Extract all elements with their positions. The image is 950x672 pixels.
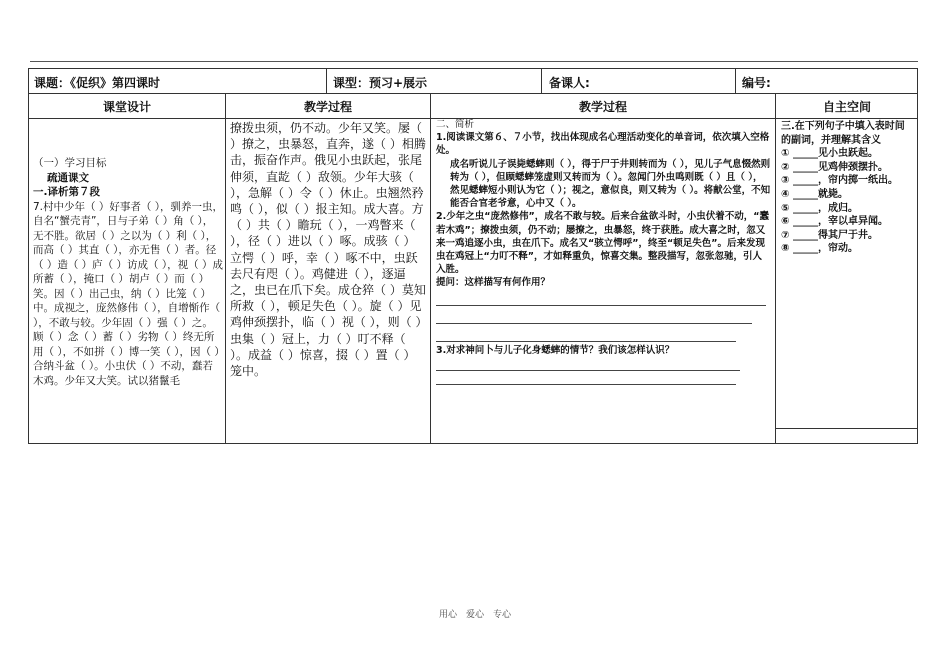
section-heading: 二、简析 (436, 119, 475, 130)
process-cell-1 (226, 118, 430, 443)
exercise-item: ④ _____就毙。 (781, 188, 848, 200)
lesson-type-label: 课型：预习+展示 (333, 76, 428, 90)
col-header-process-2: 教学过程 (578, 100, 627, 114)
subject-label: 课题：《促织》第四课时 (34, 76, 161, 90)
cell-divider (776, 428, 918, 429)
header-divider (326, 69, 327, 93)
question-2: 2.少年之虫“庞然修伟”，成名不敢与较。后来合盆欲斗时，小虫伏着不动，“蠢若木鸡”；撩拨虫须，仍不动；屡撩之，虫暴怒，终于获胜。成大喜之时，忽又来一鸡追逐小虫，虫在爪下。成名又“骇立愕呼”，终至“顿足失色”。后来发现虫在鸡冠上“力叮不释”，才如释重负，惊喜交集。整段描写，忽张忽驰，引人入胜。 (436, 211, 769, 276)
design-cell (29, 118, 225, 443)
header-divider (735, 69, 736, 93)
exercise-item: ⑥ _____，宰以卓异闻。 (781, 216, 888, 228)
answer-line (436, 305, 766, 306)
col-header-self-study: 自主空间 (822, 100, 871, 114)
answer-line (436, 370, 740, 371)
exercise-item: ⑤ _____，成归。 (781, 202, 858, 214)
page-footer: 用心 爱心 专心 (438, 610, 511, 620)
answer-line (436, 341, 736, 342)
self-study-cell (776, 118, 918, 443)
teacher-label: 备课人: (549, 76, 590, 90)
question-1: 1.阅读课文第６、７小节，找出体现成名心理活动变化的单音词，依次填入空格处。 (436, 132, 770, 157)
objective-heading: （一）学习目标 (33, 157, 107, 169)
paragraph-text: 7.村中少年（ ）好事者（ ），驯养一虫，自名“蟹壳青”，日与子弟（ ）角（ ），无不胜。欲居（ ）之以为（ ）利（ ），而高（ ）其直（ ），亦无售（ ）者。径（ ）造（ ）庐（ ）访成（ ），视（ ）成所蓄（ ），掩口（ ）胡卢（ ）而（ ）笑。因（ ）出己虫，纳（ ）比笼（ ）中。成视之，庞然修伟（ ），自增惭作（ ），不敢与较。少年固（ ）强（ ）之。顾（ ）念（ ）蓄（ ）劣物（ ）终无所用（ ），不如拼（ ）博一笑（ ），因（ ）合纳斗盆（ ）。小虫伏（ ）不动，蠢若木鸡。少年又大笑。试以猪鬣毛 (33, 200, 223, 387)
column-header-row (29, 93, 917, 119)
header-row (29, 69, 917, 94)
answer-line (436, 323, 752, 324)
col-header-design: 课堂设计 (102, 100, 151, 114)
question-3: 3.对求神问卜与儿子化身蟋蟀的情节？我们该怎样认识？ (436, 344, 675, 356)
question-1-text: 成名听说儿子误毙蟋蟀则（ ），得于尸于井则转而为（ ），见儿子气息惙然则转为（ ），但顾蟋蟀笼虚则又转而为（ ）。忽闻门外虫鸣则既（ ）且（ ），然见蟋蟀短小则认为它（ ）；视之，意似良，则又转为（ ）。将献公堂，不知能否合官老爷意，心中又（ ）。 (450, 158, 771, 210)
number-label: 编号: (742, 76, 771, 90)
exercise-item: ③ _____，帘内掷一纸出。 (781, 175, 898, 187)
exercise-item: ① _____见小虫跃起。 (781, 148, 878, 160)
exercise-title: 三.在下列句子中填入表时间的副词，并理解其含义 (781, 121, 905, 146)
objective-subheading: 疏通课文 (47, 171, 89, 184)
answer-line (436, 384, 736, 385)
exercise-item: ⑦ _____得其尸于井。 (781, 229, 878, 241)
section-heading: 一.译析第７段 (33, 186, 100, 198)
lesson-plan-table (28, 68, 918, 444)
exercise-item: ⑧ _____，帘动。 (781, 243, 858, 255)
question-2-prompt: 提问：这样描写有何作用？ (436, 277, 551, 289)
header-divider (541, 69, 542, 93)
process-cell-2 (431, 118, 775, 443)
exercise-item: ② _____见鸡伸颈摆扑。 (781, 161, 888, 173)
paragraph-text: 撩拨虫须，仍不动。少年又笑。屡（ ）撩之，虫暴怒，直奔，遂（ ）相腾击，振奋作声。俄见小虫跃起，张尾伸须，直龁（ ）敌领。少年大骇（ ），急解（ ）令（ ）休止。虫翘然矜鸣（ ），似（ ）报主知。成大喜。方（ ）共（ ）瞻玩（ ），一鸡瞥来（ ），径（ ）进以（ ）啄。成骇（ ）立愕（ ）呼，幸（ ）啄不中，虫跃去尺有咫（ ）。鸡健进（ ），逐逼之，虫已在爪下矣。成仓猝（ ）莫知所救（ ），顿足失色（ ）。旋（ ）见鸡伸颈摆扑，临（ ）视（ ），则（ ）虫集（ ）冠上，力（ ）叮不释（ ）。成益（ ）惊喜，掇（ ）置（ ）笼中。 (230, 121, 426, 379)
top-rule (30, 61, 918, 62)
col-header-process-1: 教学过程 (303, 100, 352, 114)
